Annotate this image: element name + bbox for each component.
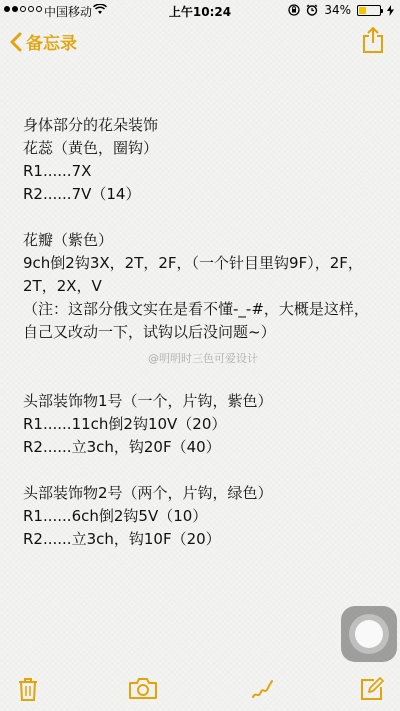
sketch-icon xyxy=(250,677,274,701)
compose-icon xyxy=(360,677,384,701)
share-icon xyxy=(362,26,384,54)
note-line: （注：这部分俄文实在是看不懂-_-#，大概是这样，自己又改动一下，试钩以后没问题~） xyxy=(23,300,369,341)
note-line: 花瓣（紫色） xyxy=(23,231,114,249)
delete-button[interactable] xyxy=(18,677,38,705)
share-button[interactable] xyxy=(362,26,384,58)
note-line xyxy=(23,459,383,482)
watermark-text: @明明时三色可爱设计 xyxy=(148,352,258,365)
charging-icon xyxy=(387,5,394,16)
note-line: R1......7X xyxy=(23,162,92,180)
alarm-icon xyxy=(306,4,318,16)
trash-icon xyxy=(18,677,38,701)
note-line: R1......11ch倒2钩10V（20） xyxy=(23,415,227,433)
camera-button[interactable] xyxy=(128,677,158,703)
back-button-label: 备忘录 xyxy=(26,34,77,54)
note-line: 头部装饰物2号（两个，片钩，绿色） xyxy=(23,484,273,502)
note-line: R2......立3ch，钩10F（20） xyxy=(23,530,221,548)
note-line: R2......立3ch，钩20F（40） xyxy=(23,438,221,456)
note-line: R1......6ch倒2钩5V（10） xyxy=(23,507,208,525)
nav-bar xyxy=(0,20,400,64)
chevron-left-icon xyxy=(10,32,22,52)
note-line: R2......7V（14） xyxy=(23,185,141,203)
clock: 上午10:24 xyxy=(168,5,232,19)
status-bar xyxy=(0,0,400,20)
note-line: 头部装饰物1号（一个，片钩，紫色） xyxy=(23,392,273,410)
assistive-touch-button[interactable] xyxy=(341,606,397,662)
back-button[interactable] xyxy=(10,29,77,54)
note-line xyxy=(23,206,383,229)
note-line: 9ch倒2钩3X，2T，2F，（一个针目里钩9F），2F，2T，2X，V xyxy=(23,254,363,295)
note-line: 身体部分的花朵装饰 xyxy=(23,116,159,134)
camera-icon xyxy=(128,677,158,699)
battery-icon xyxy=(357,5,381,16)
note-line xyxy=(23,367,383,390)
compose-button[interactable] xyxy=(360,677,384,705)
note-content[interactable] xyxy=(23,114,383,551)
orientation-lock-icon xyxy=(288,4,300,16)
battery-percent: 34% xyxy=(324,3,351,17)
carrier-name: 中国移动 xyxy=(44,5,93,19)
bottom-toolbar xyxy=(0,667,400,711)
sketch-button[interactable] xyxy=(250,677,274,705)
note-line: 花蕊（黄色，圈钩） xyxy=(23,139,159,157)
